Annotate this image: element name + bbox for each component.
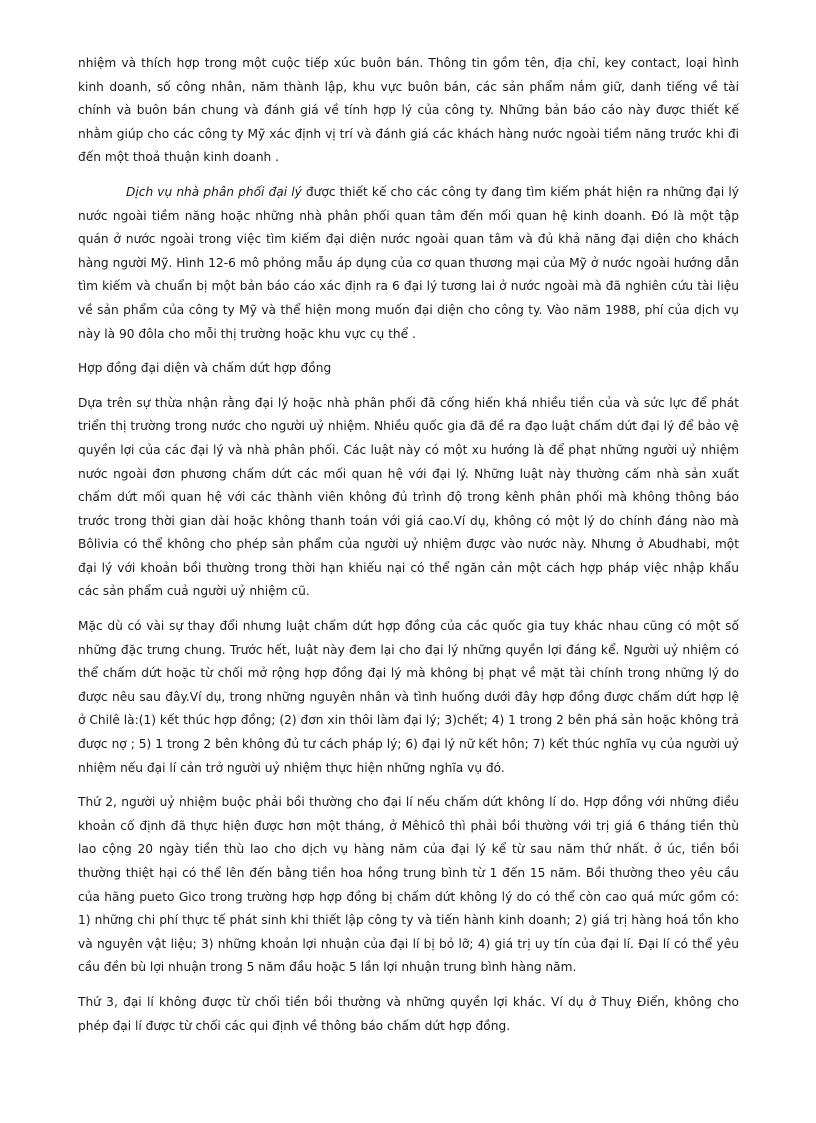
- paragraph-5: Thứ 2, người uỷ nhiệm buộc phải bồi thường cho đại lí nếu chấm dứt không lí do. Hợp đồng với những điều khoản cố định đã thực hiện được hơn một tháng, ở Mêhicô thì phải bồi thường với trị giá 6 tháng tiền thù lao cộng 20 ngày tiền thù lao cho dịch vụ hàng năm của đại lý kể từ sau năm thứ nhất. ở úc, tiền bồi thường thiệt hại có thể lên đến bằng tiền hoa hồng trung bình từ 1 đến 15 năm. Bồi thường theo yêu cầu của hãng pueto Gico trong trường hợp hợp đồng bị chấm dứt không lý do có thể còn cao quá mức gồm có: 1) những chi phí thực tế phát sinh khi thiết lập công ty và tiến hành kinh doanh; 2) giá trị hàng hoá tồn kho và nguyên vật liệu; 3) những khoản lợi nhuận của đại lí bị bỏ lỡ; 4) giá trị uy tín của đại lí. Đại lí có thể yêu cầu đền bù lợi nhuận trong 5 năm đầu hoặc 5 lần lợi nhuận trung bình hàng năm.: [78, 795, 739, 975]
- paragraph-1: nhiệm và thích hợp trong một cuộc tiếp xúc buôn bán. Thông tin gồm tên, địa chỉ, key contact, loại hình kinh doanh, số công nhân, năm thành lập, khu vực buôn bán, các sản phẩm nắm giữ, danh tiếng về tài chính và buôn bán chung và đánh giá về tính hợp lý của công ty. Những bản báo cáo này được thiết kế nhằm giúp cho các công ty Mỹ xác định vị trí và đánh giá các khách hàng nước ngoài tiềm năng trước khi đi đến một thoả thuận kinh doanh .: [78, 56, 739, 165]
- paragraph-2: [78, 181, 739, 346]
- paragraph-2-italic-term: Dịch vụ nhà phân phối đại lý: [126, 184, 302, 199]
- paragraph-3: Dựa trên sự thừa nhận rằng đại lý hoặc nhà phân phối đã cống hiến khá nhiều tiền của và sức lực để phát triển thị trường trong nước cho người uỷ nhiệm. Nhiều quốc gia đã đề ra đạo luật chấm dứt đại lý để bảo vệ quyền lợi của các đại lý và nhà phân phối. Các luật này có một xu hướng là để phạt những người uỷ nhiệm nước ngoài đơn phương chấm dứt các mối quan hệ với đại lý. Những luật này thường cấm nhà sản xuất chấm dứt mối quan hệ với các thành viên không đủ trình độ trong kênh phân phối mà không thông báo trước trong thời gian dài hoặc không thanh toán với giá cao.Ví dụ, không có một lý do chính đáng nào mà Bôlivia có thể không cho phép sản phẩm của người uỷ nhiệm được vào nước này. Nhưng ở Abudhabi, một đại lý với khoản bồi thường trong thời hạn khiếu nại có thể ngăn cản một cách hợp pháp việc nhập khẩu các sản phẩm cuả người uỷ nhiệm cũ.: [78, 395, 739, 599]
- paragraph-4: Mặc dù có vài sự thay đổi nhưng luật chấm dứt hợp đồng của các quốc gia tuy khác nhau cũng có một số những đặc trưng chung. Trước hết, luật này đem lại cho đại lý những quyền lợi đáng kể. Người uỷ nhiệm có thể chấm dứt hoặc từ chối mở rộng hợp đồng đại lý mà không bị phạt về mặt tài chính trong những lý do được nêu sau đây.Ví dụ, trong những nguyên nhân và tình huống dưới đây hợp đồng được chấm dứt hợp lệ ở Chilê là:(1) kết thúc hợp đồng; (2) đơn xin thôi làm đại lý; 3)chết; 4) 1 trong 2 bên phá sản hoặc không trả được nợ ; 5) 1 trong 2 bên không đủ tư cách pháp lý; 6) đại lý nữ kết hôn; 7) kết thúc nghĩa vụ của người uỷ nhiệm nếu đại lí cản trở người uỷ nhiệm thực hiện những nghĩa vụ đó.: [78, 619, 739, 775]
- paragraph-6: Thứ 3, đại lí không được từ chối tiền bồi thường và những quyền lợi khác. Ví dụ ở Thuỵ Điển, không cho phép đại lí được từ chối các qui định về thông báo chấm dứt hợp đồng.: [78, 994, 739, 1033]
- paragraph-2-text: được thiết kế cho các công ty đang tìm kiếm phát hiện ra những đại lý nước ngoài tiềm năng hoặc những nhà phân phối quan tâm đến mối quan hệ kinh doanh. Đó là một tập quán ở nước ngoài trong việc tìm kiếm đại diện nước ngoài quan tâm và đủ khả năng đại diện cho khách hàng người Mỹ. Hình 12-6 mô phỏng mẫu áp dụng của cơ quan thương mại của Mỹ ở nước ngoài hướng dẫn tìm kiếm và chuẩn bị một bản báo cáo xác định ra 6 đại lý tương lai ở nước ngoài mà đã nghiên cứu tài liệu về sản phẩm của công ty Mỹ và thể hiện mong muốn đại diện cho công ty. Vào năm 1988, phí của dịch vụ này là 90 đôla cho mỗi thị trường hoặc khu vực cụ thể .: [78, 184, 739, 341]
- document-page: [78, 52, 739, 1049]
- section-heading: Hợp đồng đại diện và chấm dứt hợp đồng: [78, 361, 332, 376]
